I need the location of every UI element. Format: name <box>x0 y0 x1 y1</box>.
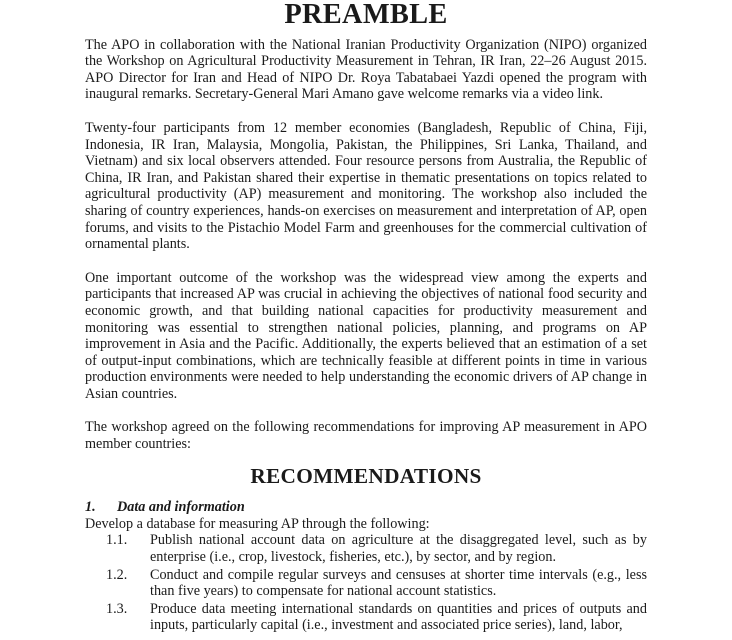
item-number: 1.3. <box>106 600 128 617</box>
preamble-heading: PREAMBLE <box>284 0 448 30</box>
recommendation-list <box>85 532 647 634</box>
paragraph-agreement: The workshop agreed on the following recommendations for improving AP measurement in APO member countries: <box>85 419 647 453</box>
list-item <box>85 601 647 634</box>
document-page <box>85 0 647 635</box>
item-number: 1.1. <box>106 532 128 549</box>
list-item <box>85 567 647 600</box>
section-title-text: Data and information <box>117 499 245 516</box>
paragraph-outcome: One important outcome of the workshop was the widespread view among the experts and participants that increased AP was crucial in achieving the objectives of national food security and economic growth, and that building national capacities for productivity measurement and monitoring was essential to strengthen national policies, planning, and programs on AP improvement in Asia and the Pacific. Additionally, the experts believed that an estimation of a set of output-input combinations, which are technically feasible at different points in time in various production environments were needed to help understanding the economic drivers of AP change in Asian countries. <box>85 269 647 402</box>
item-text: Conduct and compile regular surveys and censuses at shorter time intervals (e.g., less than five years) to compensate for national account statistics. <box>150 566 647 600</box>
recommendations-heading: RECOMMENDATIONS <box>250 463 482 488</box>
recommendation-section <box>85 499 647 634</box>
item-number: 1.2. <box>106 566 128 583</box>
section-number: 1. <box>85 499 96 516</box>
section-title <box>85 499 647 516</box>
paragraph-participants: Twenty-four participants from 12 member economies (Bangladesh, Republic of China, Fiji, Indonesia, IR Iran, Malaysia, Mongolia, Pakistan, the Philippines, Sri Lanka, Thailand, and Vietnam) and six local observers attended. Four resource persons from Australia, the Republic of China, IR Iran, and Pakistan shared their expertise in thematic presentations on topics related to agricultural productivity (AP) measurement and monitoring. The workshop also included the sharing of country experiences, hands-on exercises on measurement and interpretation of AP, open forums, and visits to the Pistachio Model Farm and greenhouses for the commercial cultivation of ornamental plants. <box>85 119 647 253</box>
list-item <box>85 532 647 565</box>
item-text: Publish national account data on agriculture at the disaggregated level, such as by enterprise (i.e., crop, livestock, fisheries, etc.), by sector, and by region. <box>150 532 647 566</box>
item-text: Produce data meeting international standards on quantities and prices of outputs and inputs, particularly capital (i.e., investment and associated price series), land, labor, <box>150 600 647 634</box>
section-intro: Develop a database for measuring AP through the following: <box>85 515 430 532</box>
paragraph-intro: The APO in collaboration with the National Iranian Productivity Organization (NIPO) organized the Workshop on Agricultural Productivity Measurement in Tehran, IR Iran, 22–26 August 2015. APO Director for Iran and Head of NIPO Dr. Roya Tabatabaei Yazdi opened the program with inaugural remarks. Secretary-General Mari Amano gave welcome remarks via a video link. <box>85 36 647 103</box>
